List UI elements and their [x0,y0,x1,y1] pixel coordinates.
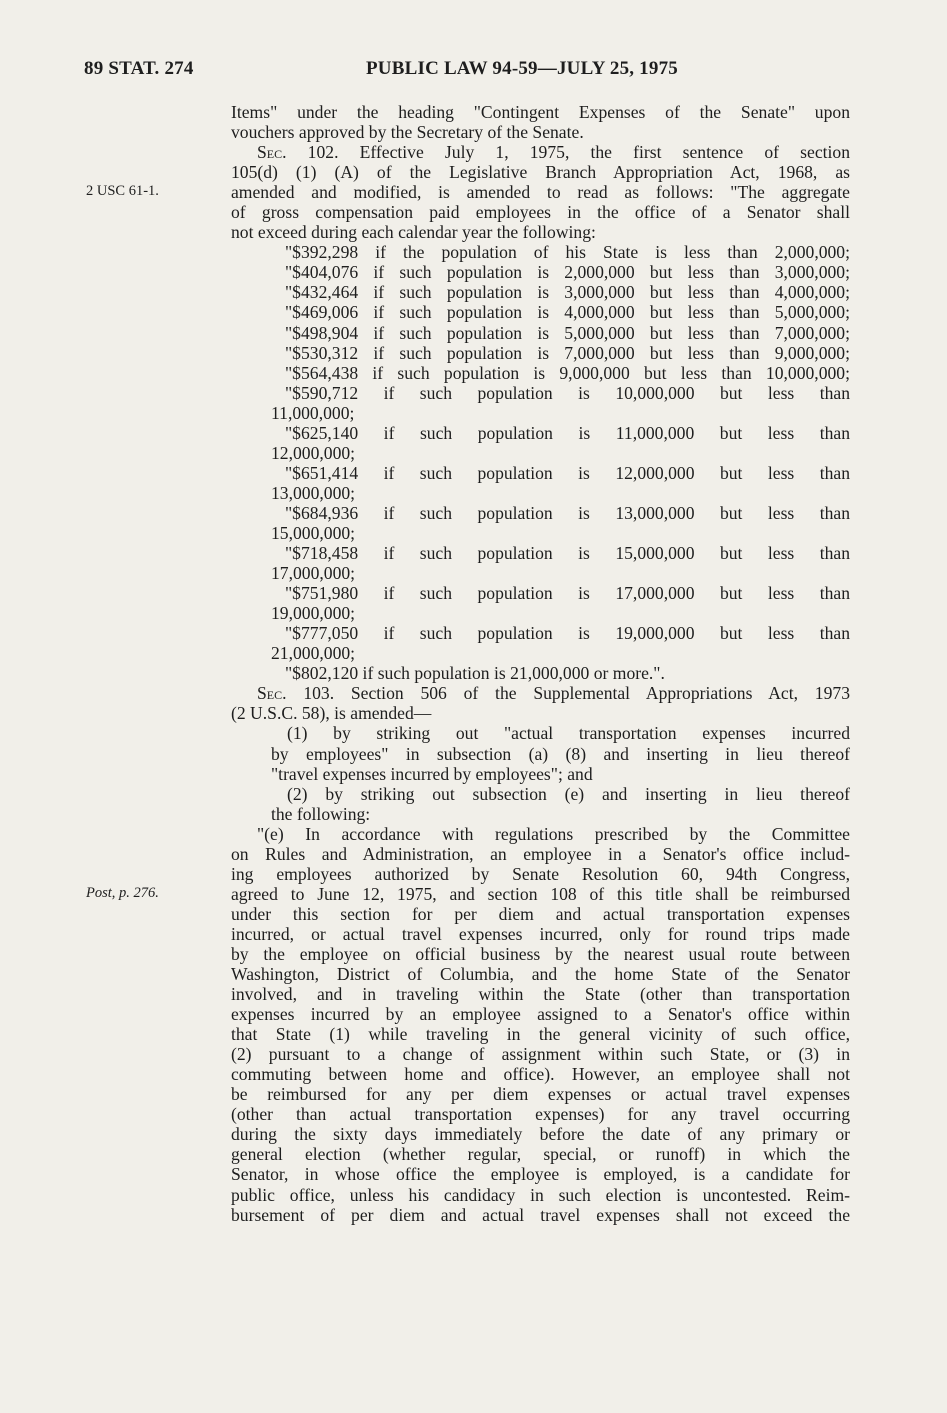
population-line: "$432,464 if such population is 3,000,000 but less than 4,000,000; [285,282,850,303]
text-line: Items" under the heading "Contingent Expenses of the Senate" upon [231,102,850,122]
main-text-column [231,102,850,1225]
paragraph-1-line: (1) by striking out "actual transportation expenses incurred [287,723,850,744]
population-continuation: 17,000,000; [271,563,356,584]
population-line: "$392,298 if the population of his State is less than 2,000,000; [285,242,850,263]
text-fragment: 103. Section 506 of the Supplemental Appropriations Act, 1973 [286,683,850,704]
population-line: "$530,312 if such population is 7,000,000 but less than 9,000,000; [285,342,850,363]
population-line: "$651,414 if such population is 12,000,000 but less than [285,462,850,483]
population-line: "$404,076 if such population is 2,000,000 but less than 3,000,000; [285,262,850,283]
subsection-e-line: during the sixty days immediately before the date of any primary or [231,1124,850,1145]
population-continuation: 12,000,000; [271,442,356,463]
paragraph-2-line: the following: [271,803,371,824]
subsection-e-line: agreed to June 12, 1975, and section 108 of this title shall be reimbursed [231,883,850,904]
subsection-e-line: (other than actual transportation expenses) for any travel occurring [231,1104,850,1125]
running-head: PUBLIC LAW 94-59—JULY 25, 1975 [366,58,678,79]
section-label: Sec. [257,683,287,704]
subsection-e-line: commuting between home and office). However, an employee shall not [231,1064,850,1085]
population-line: "$625,140 if such population is 11,000,000 but less than [285,422,850,443]
subsection-e-line: ing employees authorized by Senate Resolution 60, 94th Congress, [231,863,850,884]
population-line: "$777,050 if such population is 19,000,000 but less than [285,623,850,644]
statute-page-number: 89 STAT. 274 [84,58,194,79]
subsection-e-line: that State (1) while traveling in the general vicinity of such office, [231,1024,850,1045]
population-line: "$564,438 if such population is 9,000,000 but less than 10,000,000; [285,362,850,383]
section-102-heading [231,142,850,162]
subsection-e-line: incurred, or actual travel expenses incurred, only for round trips made [231,923,850,944]
subsection-e-line: public office, unless his candidacy in such election is uncontested. Reim- [231,1184,850,1205]
text-line: vouchers approved by the Secretary of the Senate. [231,122,584,143]
text-line: of gross compensation paid employees in the office of a Senator shall [231,202,850,223]
subsection-e-line: expenses incurred by an employee assigned to a Senator's office within [231,1004,850,1025]
population-continuation: 15,000,000; [271,522,356,543]
subsection-e-line: be reimbursed for any per diem expenses or actual travel expenses [231,1084,850,1105]
population-continuation: 19,000,000; [271,603,356,624]
subsection-e-line: by the employee on official business by the nearest usual route between [231,943,850,964]
population-continuation: 21,000,000; [271,643,356,664]
population-line: "$718,458 if such population is 15,000,000 but less than [285,543,850,564]
text-fragment: 102. Effective July 1, 1975, the first sentence of section [286,142,850,163]
subsection-e-line: (2) pursuant to a change of assignment within such State, or (3) in [231,1044,850,1065]
subsection-e-line: involved, and in traveling within the State (other than transportation [231,984,850,1005]
population-line: "$469,006 if such population is 4,000,000 but less than 5,000,000; [285,302,850,323]
subsection-e-line: bursement of per diem and actual travel expenses shall not exceed the [231,1204,850,1225]
subsection-e-line: on Rules and Administration, an employee in a Senator's office includ- [231,843,850,864]
paragraph-2-line: (2) by striking out subsection (e) and inserting in lieu thereof [287,783,850,804]
text-line: not exceed during each calendar year the following: [231,222,596,243]
subsection-e-line: "(e) In accordance with regulations prescribed by the Committee [257,823,850,844]
population-line: "$751,980 if such population is 17,000,000 but less than [285,583,850,604]
margin-note-usc: 2 USC 61-1. [86,183,159,199]
population-line: "$684,936 if such population is 13,000,000 but less than [285,502,850,523]
paragraph-1-line: "travel expenses incurred by employees"; and [271,763,593,784]
population-line: "$590,712 if such population is 10,000,000 but less than [285,382,850,403]
section-103-heading [231,683,850,703]
population-continuation: 11,000,000; [271,402,355,423]
text-line: 105(d) (1) (A) of the Legislative Branch Appropriation Act, 1968, as [231,162,850,183]
section-label: Sec. [257,142,287,163]
paragraph-1-line: by employees" in subsection (a) (8) and inserting in lieu thereof [271,743,850,764]
subsection-e-line: under this section for per diem and actual transportation expenses [231,903,850,924]
population-line-last: "$802,120 if such population is 21,000,000 or more.". [285,663,665,684]
subsection-e-line: Washington, District of Columbia, and the home State of the Senator [231,964,850,985]
text-line: (2 U.S.C. 58), is amended— [231,703,432,724]
subsection-e-line: Senator, in whose office the employee is employed, is a candidate for [231,1164,850,1185]
population-continuation: 13,000,000; [271,482,356,503]
population-line: "$498,904 if such population is 5,000,000 but less than 7,000,000; [285,322,850,343]
text-line: amended and modified, is amended to read as follows: "The aggregate [231,182,850,203]
subsection-e-line: general election (whether regular, special, or runoff) in which the [231,1144,850,1165]
margin-note-post: Post, p. 276. [86,885,159,901]
